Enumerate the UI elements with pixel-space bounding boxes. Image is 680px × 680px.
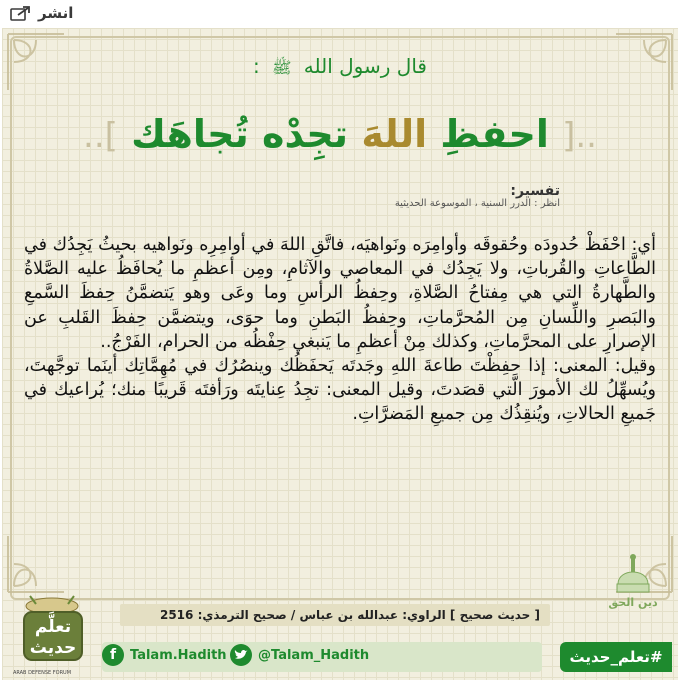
facebook-handle: Talam.Hadith [130,647,227,663]
tafsir-source: انظر : الدرر السنية ، الموسوعة الحديثية [394,198,560,209]
learn-logo-top: تعلَّم [34,617,72,637]
explanation-text [24,233,656,427]
top-bar [0,0,680,28]
hadith-source [120,604,550,626]
hadith-bracket-left: ].. [83,116,118,156]
source-book: / صحيح الترمذي: 2516 [159,608,296,622]
explanation-paragraph-2: وقيل: المعنى: إذا حفِظْتَ طاعةَ اللهِ وجَدتَه يَحفَظُك وينصُرُك في مُهِمَّاتِك أينَما توجَّهتَ، ويُسهِّلُ لك الأمورَ الَّتي قصَدتَ، وقيل المعنى: تجِدُ عِنايتَه ورَأفتَه قَريبًا منك؛ يُراعيك في جَميعِ الحالاتِ، ويُنقِذُك مِن جميعِ المَضرَّاتِ. [24,356,656,425]
hadith-title [2,112,678,156]
hadith-bracket-right: ..[ [562,116,597,156]
twitter-link[interactable] [230,644,369,666]
hadith-word-1: احفظِ [440,112,549,156]
source-narrator: الراوي: عبدالله بن عباس [299,608,446,622]
source-grade: [ حديث صحيح ] [449,608,540,622]
learn-logo-bottom: حديث [29,638,77,658]
hadith-card [2,28,678,680]
said-text: قال رسول الله [303,54,427,78]
hashtag-badge: #تعلم_حديث [560,642,672,672]
explanation-paragraph-1: أي: احْفَظْ حُدودَه وحُقوقَه وأوامِرَه ونَواهيَه، فاتَّقِ اللهَ في أوامِرِه ونَواهيه بحيثُ يَجِدُك في الطَّاعاتِ والقُرباتِ، ولا يَجِدُك في المعاصي والآثامِ، ومِن أعظمِ ما يُحافَظُ عليه الصَّلاةُ والطَّهارةُ التي هي مِفتاحُ الصَّلاةِ، وحِفظُ الرأسِ وما وعَى وهو يَتضمَّنُ حِفظَ السَّمعِ والبَصرِ واللِّسانِ مِن المُحرَّماتِ، وحِفظُ البَطنِ وما حوَى، ويتضمَّن حِفظَ القَلبِ عن الإصرارِ على المحرَّماتِ، وكذلك مِنْ أعظمِ ما يَنبغي حِفْظُه من الحرام، الفَرْجُ.. [24,235,656,352]
said-colon: : [253,54,260,78]
facebook-icon: f [102,644,124,666]
hadith-word-3: تجِدْه تُجاهَك [131,112,349,156]
learn-hadith-logo [2,588,112,680]
prophet-said-heading [2,54,678,81]
tafsir-heading [395,183,560,209]
hadith-word-allah: اللهَ [361,112,428,156]
din-logo-text: دين الحق [608,596,658,609]
facebook-link[interactable] [102,644,227,666]
forum-logo-text: ARAB DEFENSE FORUM [12,670,72,676]
share-button[interactable] [10,4,73,22]
share-icon [10,5,32,21]
twitter-handle: @Talam_Hadith [258,647,370,663]
twitter-icon [230,644,252,666]
share-label: انشر [38,4,74,22]
tafsir-label: تفسير: [510,183,560,199]
din-alhaq-logo [608,550,658,616]
pbuh-glyph: ﷺ [272,58,292,77]
ornament-corner-icon [6,534,66,594]
